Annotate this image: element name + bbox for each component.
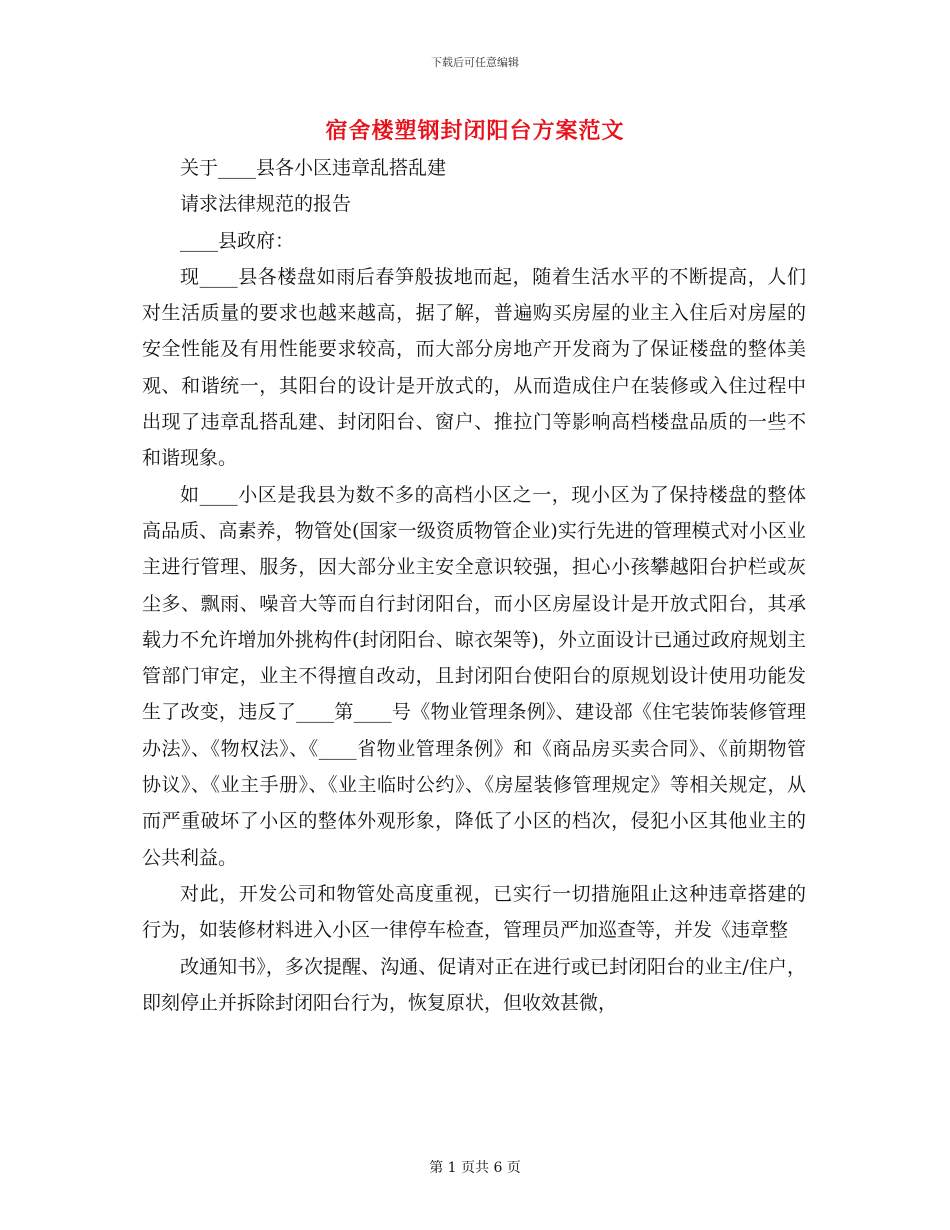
paragraph-case: 如____小区是我县为数不多的高档小区之一，现小区为了保持楼盘的整体高品质、高素养，物管处(国家一级资质物管企业)实行先进的管理模式对小区业主进行管理、服务，因大部分业主安全意识较强，担心小孩攀越阳台护栏或灰尘多、飘雨、噪音大等而自行封闭阳台，而小区房屋设计是开放式阳台，其承载力不允许增加外挑构件(封闭阳台、晾衣架等)，外立面设计已通过政府规划主管部门审定，业主不得擅自改动，且封闭阳台使阳台的原规划设计使用功能发生了改变，违反了____第____号《物业管理条例》、建设部《住宅装饰装修管理办法》、《物权法》、《____省物业管理条例》和《商品房买卖合同》、《前期物管协议》、《业主手册》、《业主临时公约》、《房屋装修管理规定》等相关规定，从而严重破坏了小区的整体外观形象，降低了小区的档次，侵犯小区其他业主的公共利益。	[142, 483, 806, 869]
page-header-note: 下载后可任意编辑	[431, 56, 519, 69]
paragraph-addressee: ____县政府：	[180, 229, 295, 252]
page-footer: 第 1 页共 6 页	[429, 1160, 521, 1176]
document-body	[142, 150, 806, 1021]
paragraph-background: 现____县各楼盘如雨后春笋般拔地而起，随着生活水平的不断提高，人们对生活质量的要求也越来越高，据了解，普遍购买房屋的业主入住后对房屋的安全性能及有用性能要求较高，而大部分房地产开发商为了保证楼盘的整体美观、和谐统一，其阳台的设计是开放式的，从而造成住户在装修或入住过程中出现了违章乱搭乱建、封闭阳台、窗户、推拉门等影响高档楼盘品质的一些不和谐现象。	[142, 265, 806, 470]
paragraph-subject-line-1: 关于____县各小区违章乱搭乱建	[180, 157, 447, 179]
paragraph-subject-line-2: 请求法律规范的报告	[180, 193, 352, 216]
document-title: 宿舍楼塑钢封闭阳台方案范文	[325, 118, 625, 144]
paragraph-continuation: 改通知书》，多次提醒、沟通、促请对正在进行或已封闭阳台的业主/住户，即刻停止并拆除封闭阳台行为，恢复原状，但收效甚微，	[142, 955, 806, 1014]
paragraph-measures: 对此，开发公司和物管处高度重视，已实行一切措施阻止这种违章搭建的行为，如装修材料进入小区一律停车检查，管理员严加巡查等，并发《违章整	[142, 882, 806, 942]
